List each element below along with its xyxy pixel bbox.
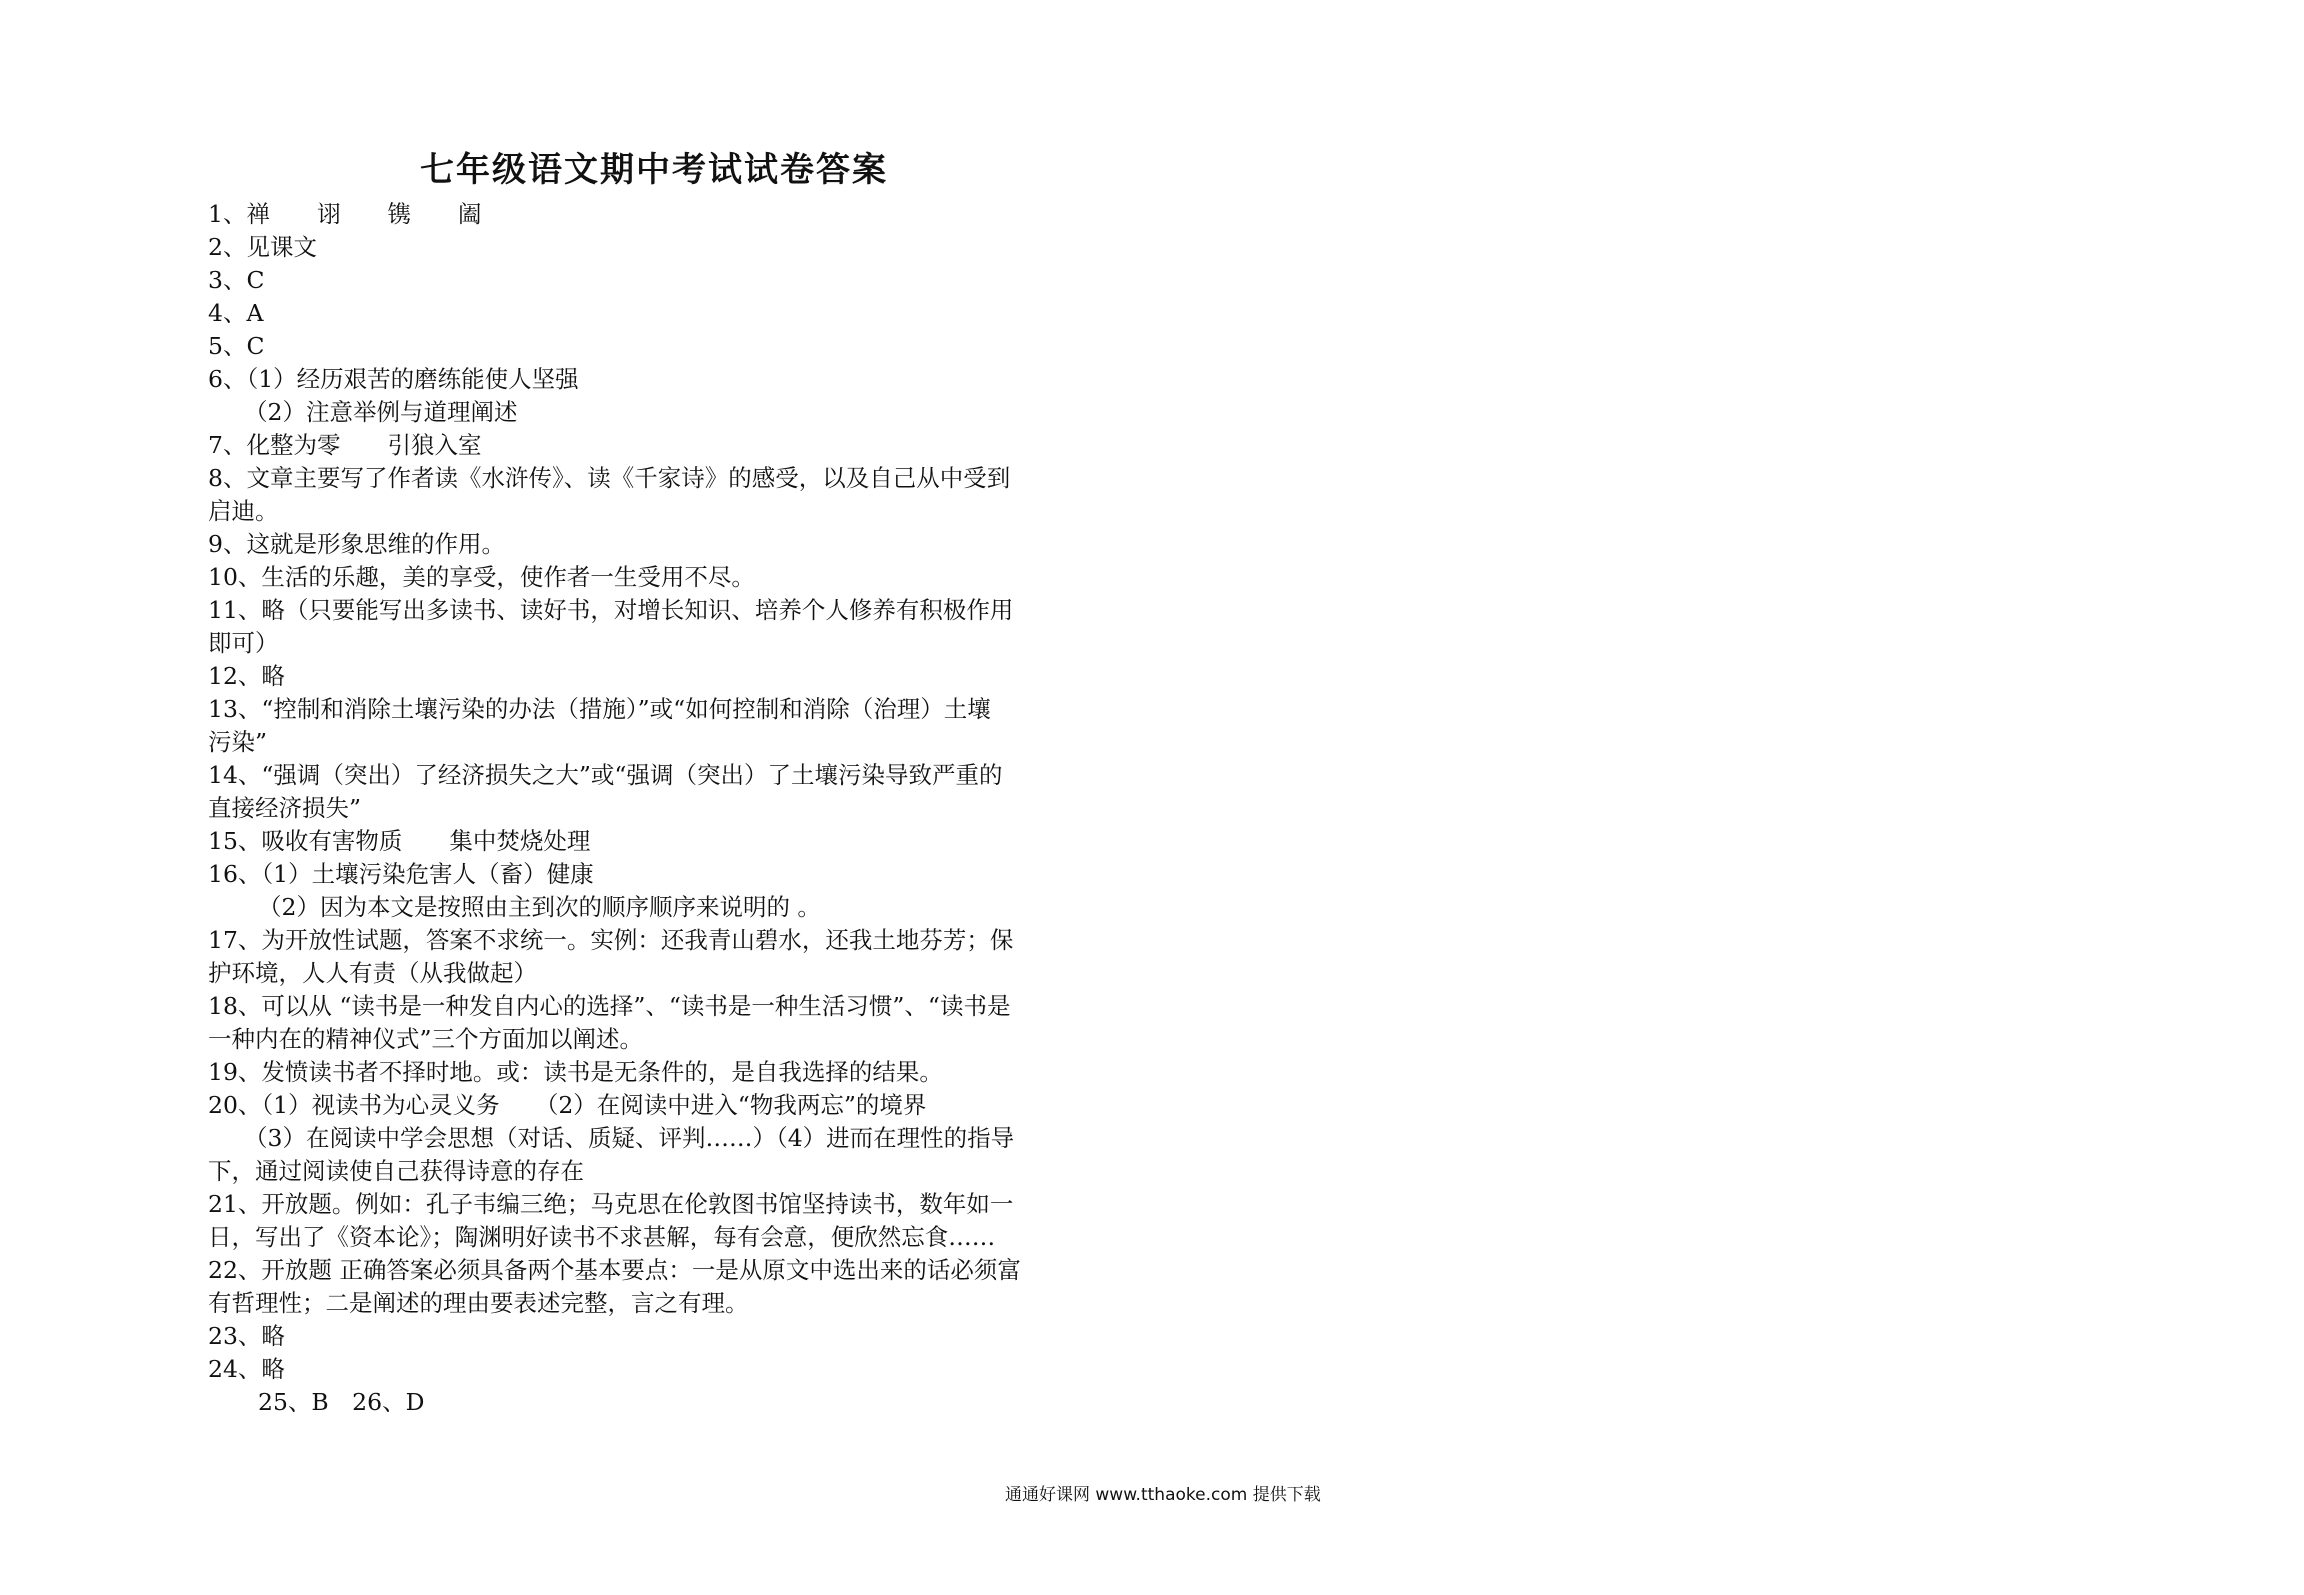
answer-line: 15、吸收有害物质 集中焚烧处理: [208, 827, 591, 855]
answer-line: 16、（1）土壤污染危害人（畜）健康: [208, 860, 594, 888]
answer-line: 24、略: [208, 1355, 285, 1383]
answer-line: 即可）: [208, 629, 279, 657]
answer-line: 22、开放题 正确答案必须具备两个基本要点：一是从原文中选出来的话必须富: [208, 1256, 1021, 1284]
answer-line: 启迪。: [208, 497, 279, 525]
answer-line: （3）在阅读中学会思想（对话、质疑、评判……）（4）进而在理性的指导: [244, 1124, 1015, 1152]
answer-line: 11、略（只要能写出多读书、读好书，对增长知识、培养个人修养有积极作用: [208, 596, 1014, 624]
answer-line: 2、见课文: [208, 233, 317, 261]
answer-line: 直接经济损失”: [208, 794, 362, 822]
answer-line: 17、为开放性试题，答案不求统一。实例：还我青山碧水，还我土地芬芳；保: [208, 926, 1014, 954]
answer-line: 护环境，人人有责（从我做起）: [208, 959, 537, 987]
answer-line: 日，写出了《资本论》；陶渊明好读书不求甚解，每有会意，便欣然忘食……: [208, 1223, 996, 1251]
answer-line: 6、（1）经历艰苦的磨练能使人坚强: [208, 365, 579, 393]
answer-line: 1、禅 诩 镌 阖: [208, 200, 482, 228]
answer-line: 8、文章主要写了作者读《水浒传》、读《千家诗》的感受，以及自己从中受到: [208, 464, 1011, 492]
answer-line: 有哲理性；二是阐述的理由要表述完整，言之有理。: [208, 1289, 749, 1317]
page-footer: 通通好课网 www.tthaoke.com 提供下载: [1005, 1485, 1321, 1505]
answer-line: 25、B 26、D: [258, 1388, 425, 1416]
answer-line: 19、发愤读书者不择时地。或：读书是无条件的，是自我选择的结果。: [208, 1058, 943, 1086]
answer-line: 3、C: [208, 266, 265, 294]
answer-line: 14、“强调（突出）了经济损失之大”或“强调（突出）了土壤污染导致严重的: [208, 761, 1003, 789]
answer-line: 12、略: [208, 662, 285, 690]
answer-line: 10、生活的乐趣，美的享受，使作者一生受用不尽。: [208, 563, 755, 591]
answer-line: 18、可以从 “读书是一种发自内心的选择”、“读书是一种生活习惯”、“读书是: [208, 992, 1011, 1020]
answer-line: 23、略: [208, 1322, 285, 1350]
answer-line: 21、开放题。例如：孔子韦编三绝；马克思在伦敦图书馆坚持读书，数年如一: [208, 1190, 1014, 1218]
answer-line: 污染”: [208, 728, 268, 756]
answer-line: 13、“控制和消除土壤污染的办法（措施）”或“如何控制和消除（治理）土壤: [208, 695, 991, 723]
answer-line: （2）因为本文是按照由主到次的顺序顺序来说明的 。: [258, 893, 821, 921]
document-title: 七年级语文期中考试试卷答案: [420, 150, 888, 190]
answer-line: （2）注意举例与道理阐述: [244, 398, 518, 426]
answer-line: 9、这就是形象思维的作用。: [208, 530, 505, 558]
answer-line: 一种内在的精神仪式”三个方面加以阐述。: [208, 1025, 644, 1053]
answer-line: 20、（1）视读书为心灵义务 （2）在阅读中进入“物我两忘”的境界: [208, 1091, 927, 1119]
answer-line: 5、C: [208, 332, 265, 360]
answer-list: [208, 198, 1078, 1419]
answer-line: 下，通过阅读使自己获得诗意的存在: [208, 1157, 584, 1185]
answer-line: 7、化整为零 引狼入室: [208, 431, 482, 459]
answer-line: 4、A: [208, 299, 264, 327]
